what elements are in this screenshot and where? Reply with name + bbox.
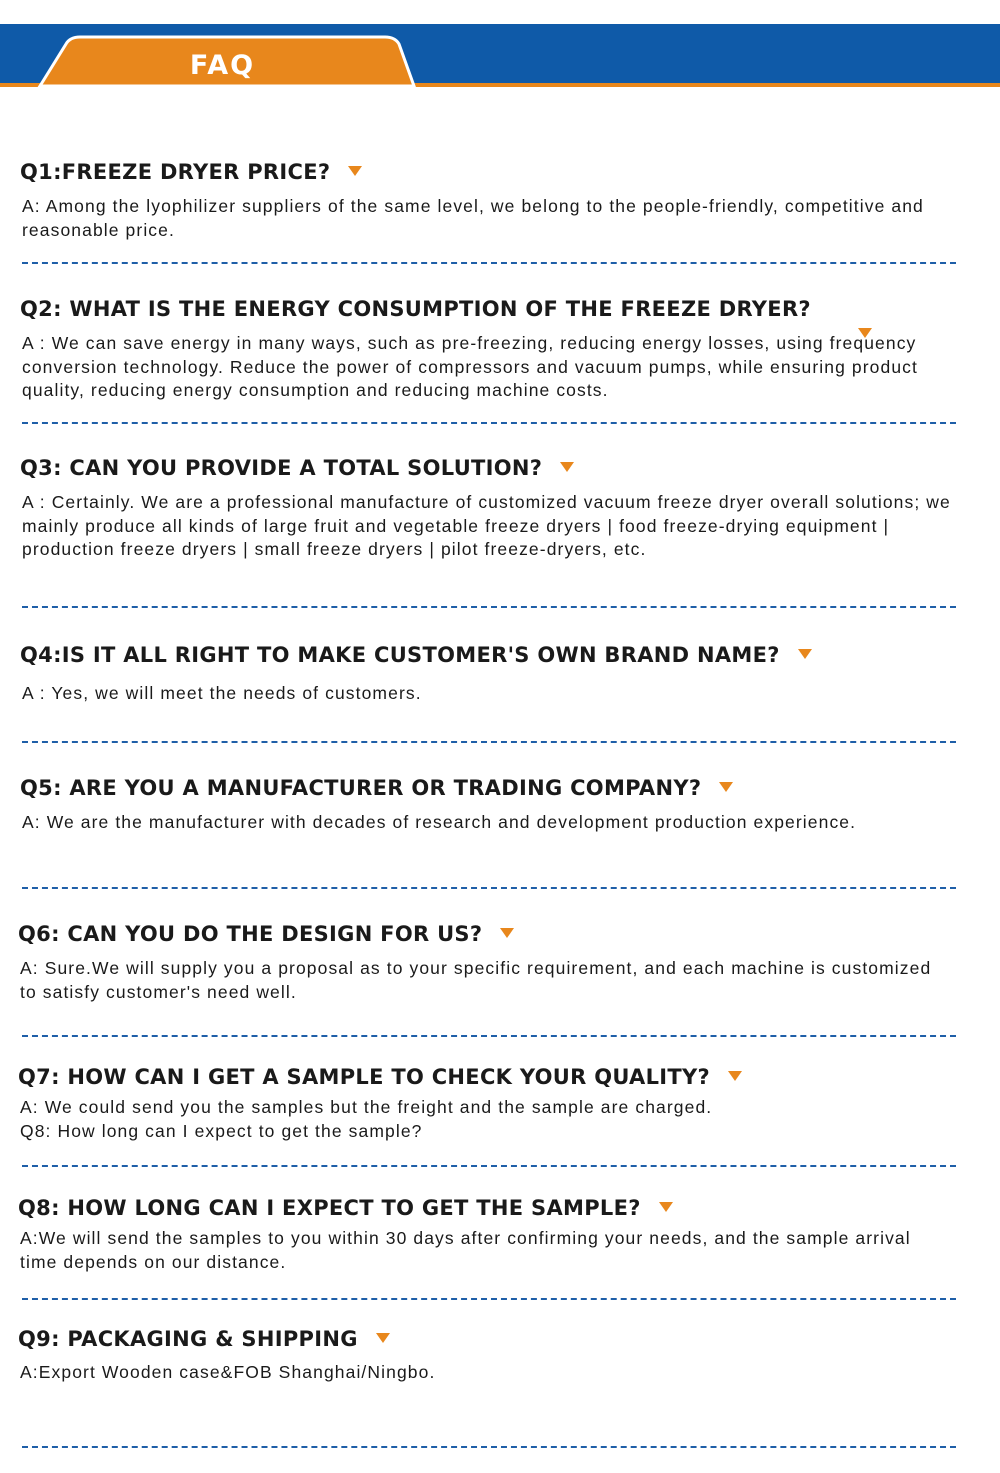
faq-item-3 xyxy=(20,454,960,562)
answer-line: A: Sure.We will supply you a proposal as to your specific requirement, and each machine is customized to satisfy customer's need well. xyxy=(20,958,932,1002)
dashed-divider xyxy=(22,422,956,424)
faq-item-5 xyxy=(20,774,960,835)
answer-line: A:We will send the samples to you within 30 days after confirming your needs, and the sample arrival time depends on our distance. xyxy=(20,1228,911,1272)
faq-question[interactable] xyxy=(18,1063,958,1091)
faq-question-text: Q4:IS IT ALL RIGHT TO MAKE CUSTOMER'S OWN BRAND NAME? xyxy=(20,643,780,667)
dashed-divider xyxy=(22,1035,956,1037)
faq-answer xyxy=(20,1227,950,1274)
faq-question[interactable] xyxy=(18,920,958,948)
faq-item-4 xyxy=(20,641,960,706)
faq-item-8 xyxy=(18,1194,958,1274)
triangle-down-icon xyxy=(560,462,574,472)
faq-answer xyxy=(22,811,952,835)
faq-question-text: Q6: CAN YOU DO THE DESIGN FOR US? xyxy=(18,922,483,946)
answer-line: A: We are the manufacturer with decades of research and development production experience. xyxy=(22,812,857,832)
triangle-down-icon xyxy=(500,928,514,938)
faq-question[interactable] xyxy=(20,774,960,802)
faq-answer xyxy=(22,491,952,562)
dashed-divider xyxy=(22,887,956,889)
answer-line: A : Certainly. We are a professional manufacture of customized vacuum freeze dryer overall solutions; we mainly produce all kinds of large fruit and vegetable freeze dryers | food freeze-drying equipment | production freeze dryers | small freeze dryers | pilot freeze-dryers, etc. xyxy=(22,492,951,559)
banner-graphic xyxy=(0,0,1000,100)
faq-item-7 xyxy=(18,1063,958,1143)
faq-question[interactable] xyxy=(20,454,960,482)
triangle-down-icon xyxy=(376,1333,390,1343)
triangle-down-icon xyxy=(728,1071,742,1081)
triangle-down-icon xyxy=(659,1202,673,1212)
answer-line: A: We could send you the samples but the freight and the sample are charged. xyxy=(20,1097,713,1117)
faq-item-9 xyxy=(18,1325,958,1385)
faq-answer xyxy=(22,332,952,403)
answer-line: A:Export Wooden case&FOB Shanghai/Ningbo. xyxy=(20,1362,436,1382)
faq-question-text: Q5: ARE YOU A MANUFACTURER OR TRADING COMPANY? xyxy=(20,776,702,800)
dashed-divider xyxy=(22,741,956,743)
faq-item-2 xyxy=(20,295,960,403)
faq-question[interactable] xyxy=(20,295,960,323)
answer-line: Q8: How long can I expect to get the sample? xyxy=(20,1120,423,1141)
dashed-divider xyxy=(22,1298,956,1300)
faq-question-text: Q7: HOW CAN I GET A SAMPLE TO CHECK YOUR QUALITY? xyxy=(18,1065,711,1089)
answer-line: A: Among the lyophilizer suppliers of the same level, we belong to the people-friendly, competitive and reasonable price. xyxy=(22,196,924,240)
faq-answer xyxy=(22,682,952,706)
dashed-divider xyxy=(22,1165,956,1167)
faq-answer xyxy=(20,957,950,1004)
dashed-divider xyxy=(22,1446,956,1448)
faq-answer xyxy=(22,195,952,242)
dashed-divider xyxy=(22,262,956,264)
faq-question-text: Q3: CAN YOU PROVIDE A TOTAL SOLUTION? xyxy=(20,456,543,480)
faq-question[interactable] xyxy=(20,641,960,669)
answer-line: A : We can save energy in many ways, such as pre-freezing, reducing energy losses, using frequency conversion technology. Reduce the power of compressors and vacuum pumps, while ensuring product quality, reducing energy consumption and reducing machine costs. xyxy=(22,333,918,400)
faq-item-1 xyxy=(20,158,960,242)
dashed-divider xyxy=(22,606,956,608)
faq-question-text: Q8: HOW LONG CAN I EXPECT TO GET THE SAMPLE? xyxy=(18,1196,641,1220)
triangle-down-icon xyxy=(798,649,812,659)
faq-question-text: Q2: WHAT IS THE ENERGY CONSUMPTION OF THE FREEZE DRYER? xyxy=(20,297,811,321)
triangle-down-icon xyxy=(348,166,362,176)
faq-question[interactable] xyxy=(18,1194,958,1222)
faq-title: FAQ xyxy=(189,50,256,81)
faq-question[interactable] xyxy=(18,1325,958,1353)
faq-answer xyxy=(20,1096,950,1143)
faq-question-text: Q9: PACKAGING & SHIPPING xyxy=(18,1327,358,1351)
faq-banner xyxy=(0,0,1000,100)
faq-question[interactable] xyxy=(20,158,960,186)
triangle-down-icon xyxy=(858,328,872,338)
faq-item-6 xyxy=(18,920,958,1004)
faq-question-text: Q1:FREEZE DRYER PRICE? xyxy=(20,160,331,184)
faq-answer xyxy=(20,1361,950,1385)
answer-line: A : Yes, we will meet the needs of customers. xyxy=(22,683,422,703)
triangle-down-icon xyxy=(719,782,733,792)
